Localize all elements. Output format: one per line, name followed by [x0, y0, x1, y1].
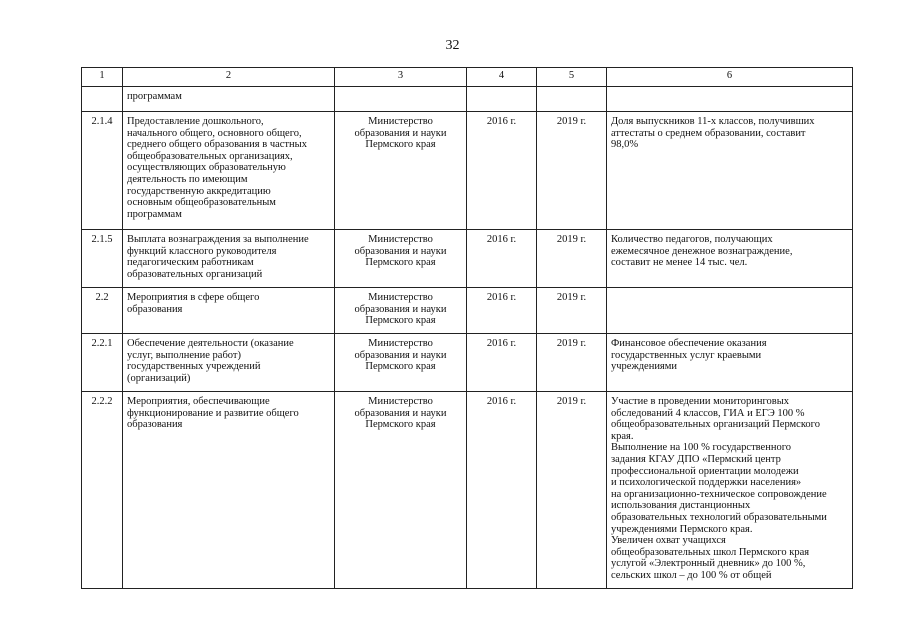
executor: Министерство образования и науки Пермского края — [335, 334, 467, 392]
header-cell: 6 — [607, 68, 853, 87]
end-year: 2019 г. — [537, 230, 607, 288]
expected-result — [607, 87, 853, 112]
header-row — [82, 68, 853, 87]
start-year: 2016 г. — [467, 334, 537, 392]
row-number — [82, 87, 123, 112]
activity-name: Мероприятия, обеспечивающие функционирование и развитие общего образования — [123, 392, 335, 589]
expected-result: Доля выпускников 11-х классов, получивших аттестаты о среднем образовании, составит 98,0% — [607, 112, 853, 230]
start-year: 2016 г. — [467, 112, 537, 230]
expected-result: Количество педагогов, получающих ежемесячное денежное вознаграждение, составит не менее 14 тыс. чел. — [607, 230, 853, 288]
executor: Министерство образования и науки Пермского края — [335, 288, 467, 334]
start-year — [467, 87, 537, 112]
end-year: 2019 г. — [537, 288, 607, 334]
row-number: 2.2 — [82, 288, 123, 334]
table-row — [82, 112, 853, 230]
start-year: 2016 г. — [467, 230, 537, 288]
expected-result — [607, 288, 853, 334]
page-number: 32 — [445, 38, 460, 53]
executor: Министерство образования и науки Пермского края — [335, 112, 467, 230]
expected-result: Участие в проведении мониторинговых обследований 4 классов, ГИА и ЕГЭ 100 % общеобразовательных организаций Пермского края. Выполнение на 100 % государственного задания КГАУ ДПО «Пермский центр профессиональной ориентации молодежи и психологической поддержки населения» на организационно-техническое сопровождение использования дистанционных образовательных технологий образовательными учреждениями Пермского края. Увеличен охват учащихся общеобразовательных школ Пермского края услугой «Электронный дневник» до 100 %, сельских школ – до 100 % от общей — [607, 392, 853, 589]
table-row — [82, 87, 853, 112]
header-cell: 2 — [123, 68, 335, 87]
executor — [335, 87, 467, 112]
program-table — [81, 67, 853, 589]
row-number: 2.1.5 — [82, 230, 123, 288]
row-number: 2.2.2 — [82, 392, 123, 589]
end-year: 2019 г. — [537, 334, 607, 392]
row-number: 2.1.4 — [82, 112, 123, 230]
activity-name: Обеспечение деятельности (оказание услуг, выполнение работ) государственных учреждений (организаций) — [123, 334, 335, 392]
expected-result: Финансовое обеспечение оказания государственных услуг краевыми учреждениями — [607, 334, 853, 392]
header-cell: 1 — [82, 68, 123, 87]
start-year: 2016 г. — [467, 288, 537, 334]
executor: Министерство образования и науки Пермского края — [335, 230, 467, 288]
end-year: 2019 г. — [537, 112, 607, 230]
executor: Министерство образования и науки Пермского края — [335, 392, 467, 589]
table-row — [82, 230, 853, 288]
start-year: 2016 г. — [467, 392, 537, 589]
header-cell: 4 — [467, 68, 537, 87]
header-cell: 3 — [335, 68, 467, 87]
table-row — [82, 392, 853, 589]
end-year — [537, 87, 607, 112]
activity-name: Мероприятия в сфере общего образования — [123, 288, 335, 334]
table-row — [82, 288, 853, 334]
end-year: 2019 г. — [537, 392, 607, 589]
activity-name: программам — [123, 87, 335, 112]
row-number: 2.2.1 — [82, 334, 123, 392]
activity-name: Предоставление дошкольного, начального общего, основного общего, среднего общего образования в частных общеобразовательных организациях, осуществляющих образовательную деятельность по имеющим государственную аккредитацию основным общеобразовательным программам — [123, 112, 335, 230]
header-cell: 5 — [537, 68, 607, 87]
table-row — [82, 334, 853, 392]
activity-name: Выплата вознаграждения за выполнение функций классного руководителя педагогическим работникам образовательных организаций — [123, 230, 335, 288]
